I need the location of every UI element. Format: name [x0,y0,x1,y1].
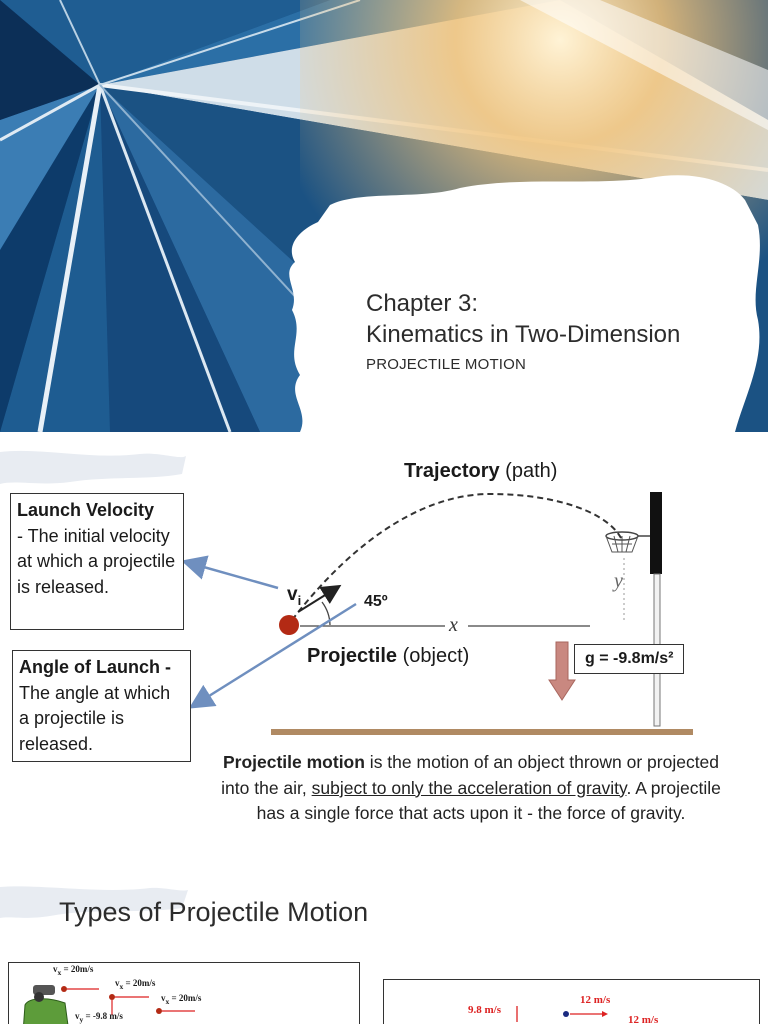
types-section [0,882,768,1024]
gravity-label-box: g = -9.8m/s² [574,644,684,674]
fig2-top-value: 12 m/s [580,994,611,1006]
x-label: x [449,614,458,636]
ground [271,729,693,735]
launch-velocity-body: - The initial velocity at which a projectile is released. [17,525,176,597]
trajectory-path [292,494,622,620]
fig1-vx-3: $v_x = 20m/s$ [161,993,202,1006]
projectile-definition: Projectile motion is the motion of an object thrown or projected into the air, subject to only the acceleration of gravity. A projectile has a single force that acts upon it - the force of gravity. [221,752,721,823]
angle-label: 45º [364,593,388,610]
projectile-ball [279,615,299,635]
launch-velocity-pointer [186,562,278,588]
trajectory-label [404,460,557,483]
definition-underlined: subject to only the acceleration of gravity [311,777,627,798]
fig1-vx-1: $v_x = 20m/s$ [53,964,94,977]
cover-section [0,0,768,432]
angle-of-launch-body: The angle at which a projectile is released. [19,682,171,754]
cover-title-block [366,288,680,373]
velocity-arrow [298,587,338,612]
angle-of-launch-heading: Angle of Launch - [19,657,171,677]
launch-velocity-heading: Launch Velocity [17,500,155,520]
y-label: y [614,570,623,592]
fig2-left-value: 9.8 m/s [468,1004,501,1016]
projectile-diagram-section [0,432,768,882]
brush-stroke [0,451,186,484]
backboard [650,492,662,574]
projectile-label-rest: (object) [402,645,470,667]
angle-of-launch-callout [12,650,191,762]
projectile-label-bold: Projectile [307,645,398,667]
launch-velocity-callout [10,493,184,630]
chapter-label: Chapter 3: [366,290,479,317]
fig2-right-value: 12 m/s [628,1014,659,1024]
definition-term: Projectile motion [222,752,365,772]
horizontal-launch-figure [8,962,360,1024]
gravity-arrow [549,642,575,700]
cliff [23,999,69,1024]
types-heading: Types of Projectile Motion [59,897,369,927]
chapter-subtitle: PROJECTILE MOTION [366,356,527,373]
angled-launch-figure [383,979,760,1024]
chapter-title: Kinematics in Two-Dimension [366,321,681,348]
trajectory-label-bold: Trajectory [404,460,500,482]
fig1-vy: $v_y = -9.8$ m/s [75,1011,123,1024]
projectile-label [307,645,469,668]
fig1-vx-2: $v_x = 20m/s$ [115,978,156,991]
trajectory-label-rest: (path) [505,460,558,482]
vi-label: $v_i$ [287,584,302,608]
